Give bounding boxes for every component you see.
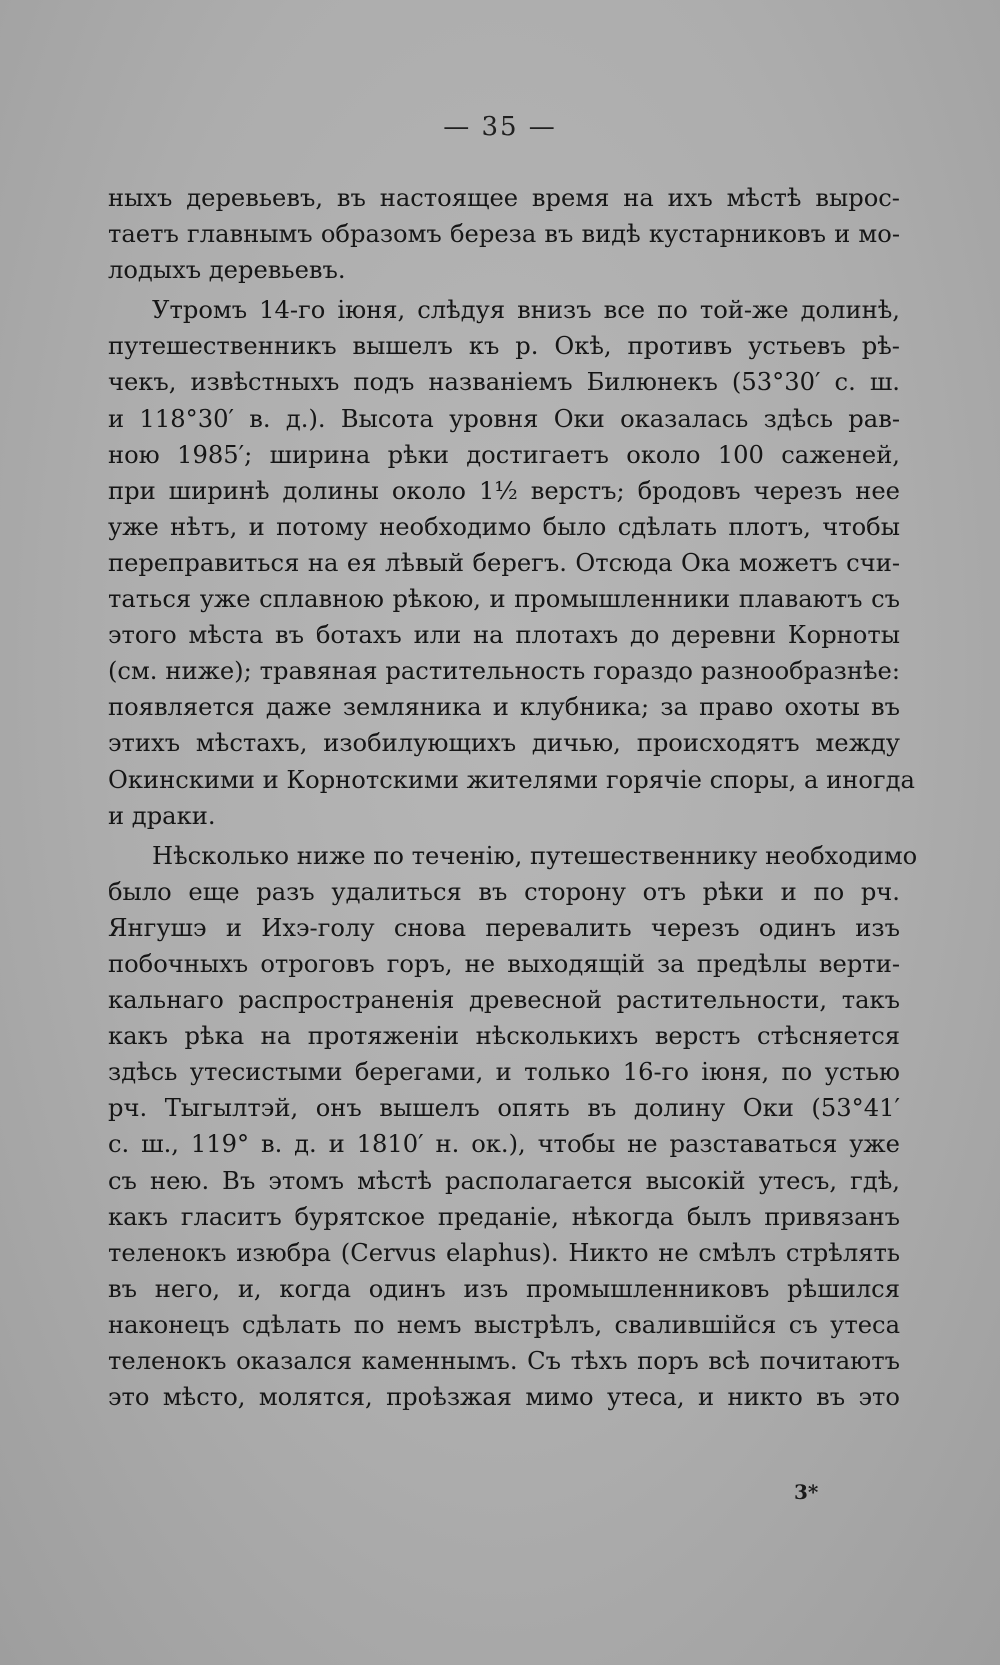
text-line: съ нею. Въ этомъ мѣстѣ располагается высокій утесъ, гдѣ,: [108, 1166, 900, 1195]
text-line: наконецъ сдѣлать по немъ выстрѣлъ, свалившійся съ утеса: [108, 1310, 900, 1339]
text-line: Утромъ 14-го іюня, слѣдуя внизъ все по той-же долинѣ,: [152, 296, 900, 325]
text-line: ною 1985′; ширина рѣки достигаетъ около 100 саженей,: [108, 440, 900, 469]
text-line: Окинскими и Корнотскими жителями горячіе споры, а иногда: [108, 765, 915, 794]
paragraph-2: [108, 292, 915, 833]
text-line: таетъ главнымъ образомъ береза въ видѣ кустарниковъ и мо-: [108, 220, 900, 249]
text-line: рч. Тыгылтэй, онъ вышелъ опять въ долину Оки (53°41′: [108, 1094, 900, 1123]
text-line: кальнаго распространенія древесной растительности, такъ: [108, 986, 900, 1015]
text-line: въ него, и, когда одинъ изъ промышленниковъ рѣшился: [108, 1274, 900, 1303]
text-line: этихъ мѣстахъ, изобилующихъ дичью, происходятъ между: [108, 729, 900, 758]
text-line: было еще разъ удалиться въ сторону отъ рѣки и по рч.: [108, 877, 900, 906]
text-line: и драки.: [108, 801, 216, 830]
text-line: при ширинѣ долины около 1½ верстъ; бродовъ черезъ нее: [108, 476, 900, 505]
text-line: (см. ниже); травяная растительность гораздо разнообразнѣе:: [108, 657, 900, 686]
paragraph-3: [108, 838, 918, 1416]
text-line: ныхъ деревьевъ, въ настоящее время на ихъ мѣстѣ выpос-: [108, 184, 900, 212]
text-line: Нѣсколько ниже по теченію, путешественнику необходимо: [152, 841, 918, 870]
text-line: появляется даже земляника и клубника; за право охоты въ: [108, 693, 900, 722]
text-line: с. ш., 119° в. д. и 1810′ н. ок.), чтобы не разставаться уже: [108, 1130, 900, 1159]
paragraph-1: [108, 180, 900, 288]
printer-signature-mark: 3*: [794, 1480, 819, 1504]
text-line: уже нѣтъ, и потому необходимо было сдѣлать плотъ, чтобы: [108, 512, 900, 541]
text-line: лодыхъ деревьевъ.: [108, 256, 346, 285]
text-line: таться уже сплавною рѣкою, и промышленники плаваютъ съ: [108, 585, 900, 614]
text-line: теленокъ оказался каменнымъ. Съ тѣхъ поръ всѣ почитаютъ: [108, 1347, 900, 1375]
text-line: и 118°30′ в. д.). Высота уровня Оки оказалась здѣсь рав-: [108, 404, 900, 433]
text-line: какъ рѣка на протяженіи нѣсколькихъ верстъ стѣсняется: [108, 1022, 900, 1051]
text-line: путешественникъ вышелъ къ р. Окѣ, противъ устьевъ рѣ-: [108, 332, 900, 361]
text-line: чекъ, извѣстныхъ подъ названіемъ Билюнекъ (53°30′ с. ш.: [108, 368, 900, 397]
text-line: переправиться на ея лѣвый берегъ. Отсюда Ока можетъ счи-: [108, 548, 900, 577]
text-line: теленокъ изюбра (Cervus elaphus). Никто не смѣлъ стрѣлять: [108, 1238, 900, 1267]
text-line: этого мѣста въ ботахъ или на плотахъ до деревни Корноты: [108, 621, 900, 650]
text-line: какъ гласитъ бурятское преданіе, нѣкогда былъ привязанъ: [108, 1202, 900, 1231]
text-line: это мѣсто, молятся, проѣзжая мимо утеса, и никто въ это: [108, 1383, 900, 1412]
page-number: — 35 —: [443, 112, 557, 142]
body-text: [108, 180, 918, 1415]
text-line: здѣсь утесистыми берегами, и только 16-го іюня, по устью: [108, 1058, 900, 1087]
text-line: побочныхъ отроговъ горъ, не выходящій за предѣлы верти-: [108, 949, 900, 978]
text-line: Янгушэ и Ихэ-голу снова перевалить черезъ одинъ изъ: [108, 913, 900, 942]
